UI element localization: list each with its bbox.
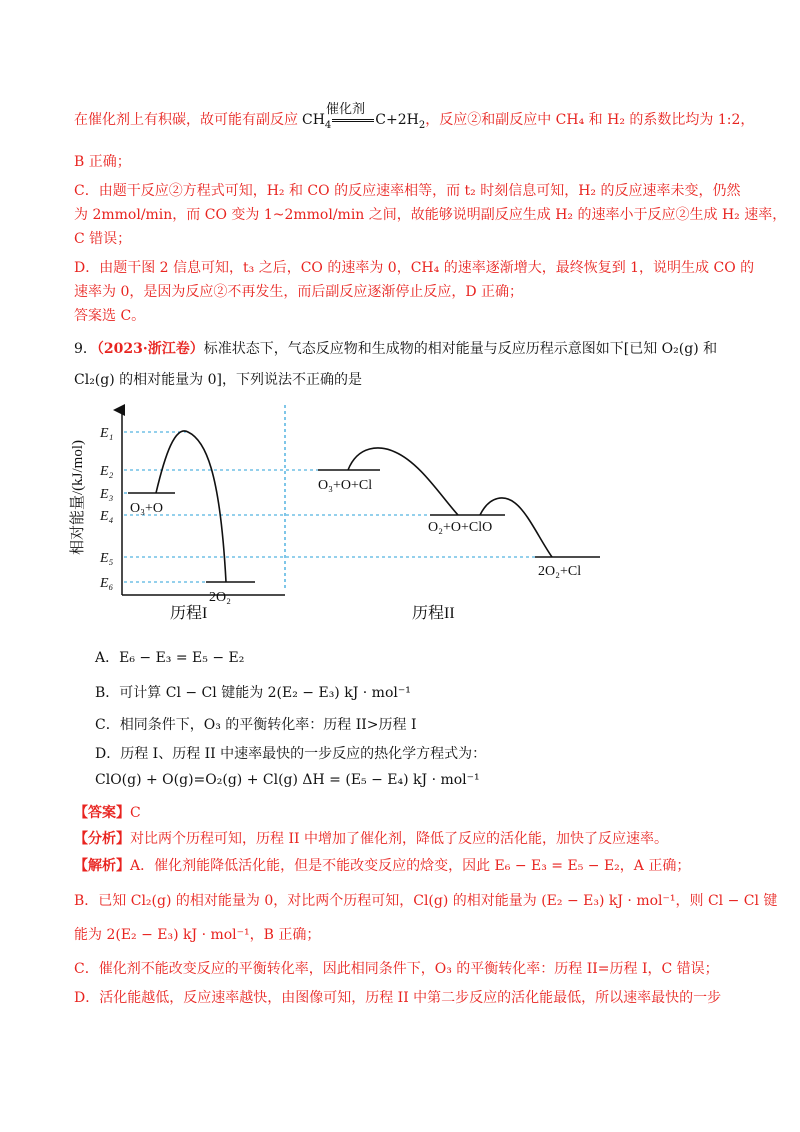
- path-label-1: 历程I: [170, 605, 208, 622]
- option-d: D．历程 Ⅰ、历程 II 中速率最快的一步反应的热化学方程式为：: [95, 746, 487, 762]
- catalyst-label: 催化剂: [326, 102, 366, 117]
- path-label-2: 历程II: [412, 605, 455, 622]
- level-e4: E₄: [100, 509, 114, 524]
- question-source: （2023·浙江卷）: [96, 341, 204, 357]
- solution-line-4: 为 2mmol/min，而 CO 变为 1~2mmol/min 之间，故能够说明副反应生成 H₂ 的速率小于反应②生成 H₂ 速率，: [74, 207, 787, 223]
- solution-line-6: D．由题干图 2 信息可知，t₃ 之后，CO 的速率为 0，CH₄ 的速率逐渐增大，最终恢复到 1，说明生成 CO 的: [74, 260, 755, 276]
- species-o3-o: O₃+O: [130, 501, 163, 516]
- species-2o2-1: 2O₂: [209, 590, 231, 605]
- solution-line-7: 速率为 0，是因为反应②不再发生，而后副反应逐渐停止反应，D 正确；: [74, 284, 524, 300]
- species-o2-o-clo: O₂+O+ClO: [428, 520, 493, 535]
- product-c-h2: $C+2H_2$: [375, 112, 426, 131]
- species-2o2-cl: 2O₂+Cl: [538, 564, 582, 579]
- analysis-line: [74, 829, 668, 849]
- level-e1: E₁: [100, 426, 114, 441]
- question-line-2: Cl₂(g) 的相对能量为 0]，下列说法不正确的是: [74, 372, 362, 388]
- analysis-text: 对比两个历程可知，历程 II 中增加了催化剂，降低了反应的活化能，加快了反应速率。: [130, 831, 668, 847]
- solution-c: C．催化剂不能改变反应的平衡转化率，因此相同条件下，O₃ 的平衡转化率：历程 II=历程 I，C 错误；: [74, 961, 719, 977]
- answer-value: C: [130, 805, 141, 821]
- solution-b-2: 能为 2(E₂ − E₃) kJ · mol⁻¹，B 正确；: [74, 927, 321, 943]
- y-axis-label: 相对能量/(kJ/mol): [70, 440, 86, 555]
- solution-line-2: B 正确；: [74, 154, 131, 170]
- question-number: 9．: [74, 341, 97, 357]
- level-e5: E₅: [100, 551, 114, 566]
- answer-tag: 【答案】: [74, 805, 130, 821]
- analysis-tag: 【分析】: [74, 831, 130, 847]
- solution-tag: 【解析】: [74, 858, 130, 874]
- level-e2: E₂: [100, 464, 114, 479]
- text-segment: ，反应②和副反应中 CH₄ 和 H₂ 的系数比均为 1:2，: [425, 112, 755, 128]
- question-text: 标准状态下，气态反应物和生成物的相对能量与反应历程示意图如下[已知 O₂(g) 和: [203, 341, 718, 357]
- solution-d: D．活化能越低，反应速率越快，由图像可知，历程 II 中第二步反应的活化能最低，所以速率最快的一步: [74, 990, 722, 1006]
- text-segment: 在催化剂上有积碳，故可能有副反应: [74, 112, 298, 128]
- option-b: B．可计算 Cl − Cl 键能为 2(E₂ − E₃) kJ · mol⁻¹: [95, 685, 411, 701]
- level-e6: E₆: [100, 576, 114, 591]
- solution-line-8: 答案选 C。: [74, 308, 146, 324]
- reactant-ch4: $CH_4$: [302, 112, 332, 131]
- curve-path-1: [156, 431, 226, 582]
- species-o3-o-cl: O₃+O+Cl: [318, 478, 373, 493]
- option-c: C．相同条件下，O₃ 的平衡转化率：历程 II>历程 I: [95, 717, 417, 733]
- solution-a: [74, 856, 690, 876]
- solution-a-text: A．催化剂能降低活化能，但是不能改变反应的焓变，因此 E₆ − E₃ = E₅ − E₂，A 正确；: [130, 858, 691, 874]
- solution-line-3: C．由题干反应②方程式可知，H₂ 和 CO 的反应速率相等，而 t₂ 时刻信息可知，H₂ 的反应速率未变，仍然: [74, 183, 741, 199]
- level-e3: E₃: [100, 487, 114, 502]
- option-d-equation: ClO(g) + O(g)=O₂(g) + Cl(g) ΔH = (E₅ − E₄) kJ · mol⁻¹: [95, 772, 480, 788]
- solution-line-5: C 错误；: [74, 231, 132, 247]
- solution-b-1: B．已知 Cl₂(g) 的相对能量为 0，对比两个历程可知，Cl(g) 的相对能量为 (E₂ − E₃) kJ · mol⁻¹，则 Cl − Cl 键: [74, 893, 778, 909]
- option-a: A．E₆ − E₃ = E₅ − E₂: [95, 650, 245, 666]
- answer-line: [74, 803, 141, 823]
